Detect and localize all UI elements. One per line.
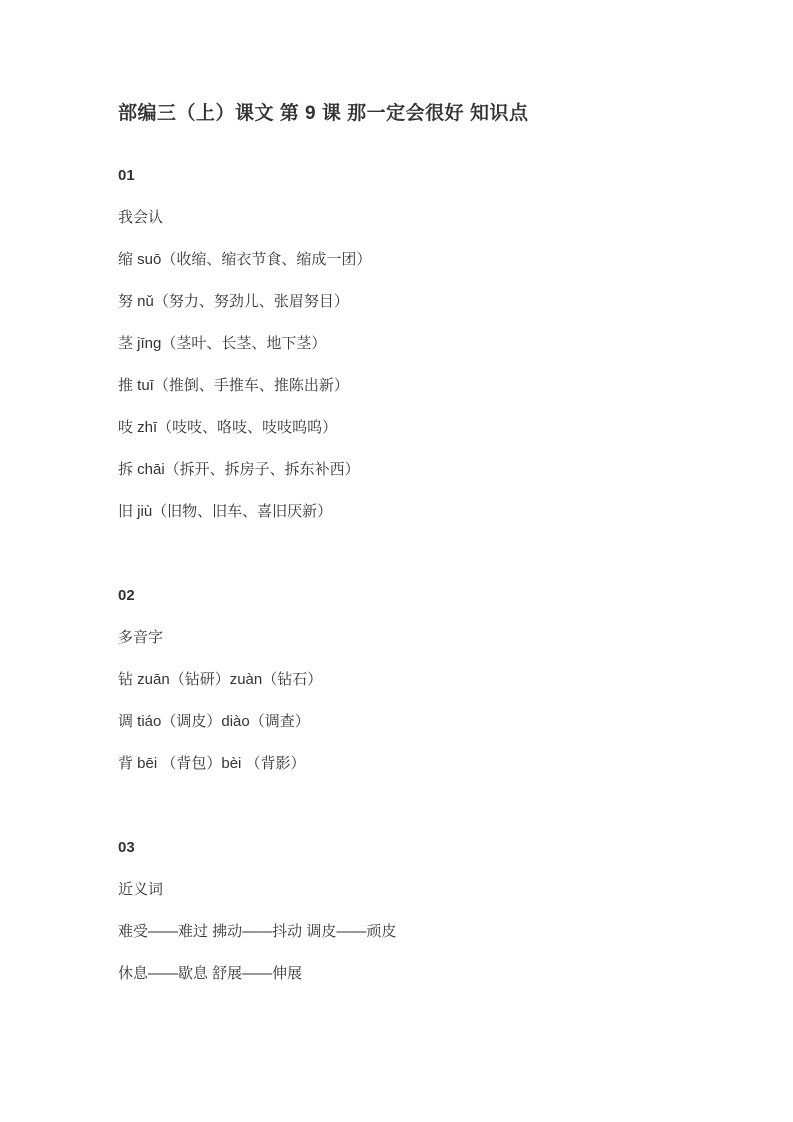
entry-line: 推 tuī（推倒、手推车、推陈出新） — [118, 377, 349, 394]
section-heading: 近义词 — [118, 881, 164, 898]
document-content — [118, 0, 698, 985]
entry-line: 难受——难过 拂动——抖动 调皮——顽皮 — [118, 923, 397, 940]
section-number: 01 — [118, 167, 135, 184]
section-02 — [118, 585, 698, 775]
section-number: 02 — [118, 587, 135, 604]
page-title: 部编三（上）课文 第 9 课 那一定会很好 知识点 — [118, 103, 529, 124]
section-03 — [118, 837, 698, 985]
section-heading: 我会认 — [118, 209, 164, 226]
entry-line: 茎 jīng（茎叶、长茎、地下茎） — [118, 335, 327, 352]
section-01 — [118, 165, 698, 523]
section-heading: 多音字 — [118, 629, 164, 646]
entry-line: 努 nǔ（努力、努劲儿、张眉努目） — [118, 293, 349, 310]
entry-line: 旧 jiù（旧物、旧车、喜旧厌新） — [118, 503, 333, 520]
entry-line: 钻 zuān（钻研）zuàn（钻石） — [118, 671, 323, 688]
entry-line: 拆 chāi（拆开、拆房子、拆东补西） — [118, 461, 360, 478]
entry-line: 缩 suō（收缩、缩衣节食、缩成一团） — [118, 251, 372, 268]
entry-line: 吱 zhī（吱吱、咯吱、吱吱呜呜） — [118, 419, 338, 436]
entry-line: 背 bēi （背包）bèi （背影） — [118, 755, 306, 772]
section-number: 03 — [118, 839, 135, 856]
entry-line: 调 tiáo（调皮）diào（调查） — [118, 713, 310, 730]
entry-line: 休息——歇息 舒展——伸展 — [118, 965, 303, 982]
